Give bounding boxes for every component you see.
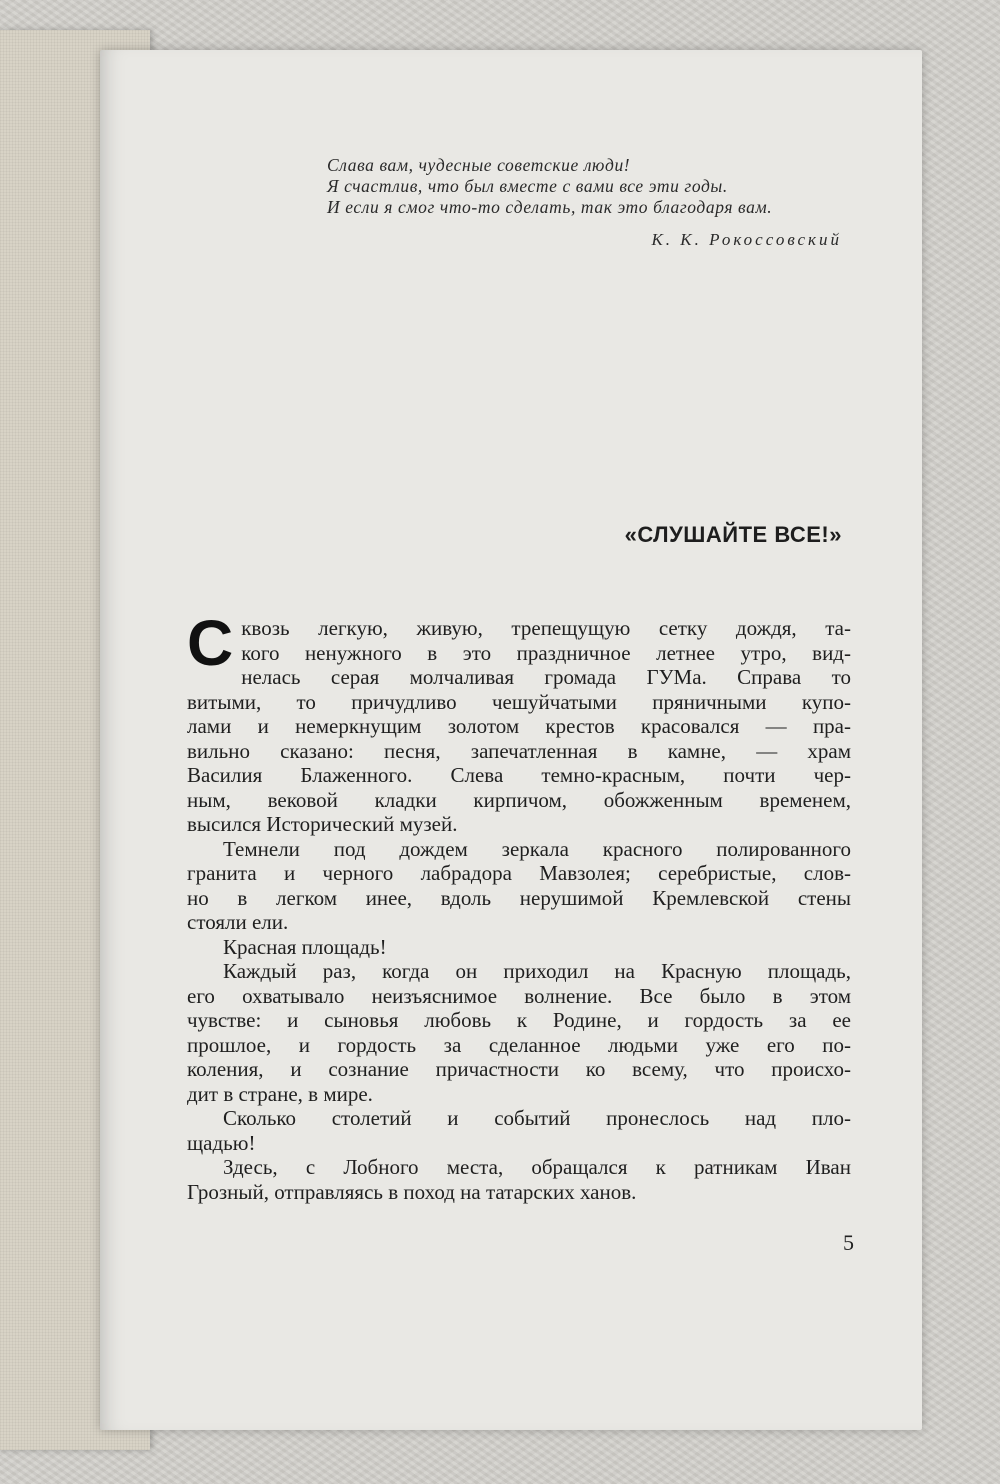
drop-cap: С [187,607,234,679]
page-number: 5 [843,1230,854,1255]
text-line: но в легком инее, вдоль нерушимой Кремлевской стены [187,885,851,910]
text-line: кого ненужного в это праздничное летнее утро, вид- [241,640,851,665]
text-line: коления, и сознание причастности ко всему, что происхо- [187,1057,851,1081]
epigraph [327,155,842,250]
text-line: Красная площадь! [223,934,387,959]
text-line: его охватывало неизъяснимое волнение. Все было в этом [187,983,851,1008]
epigraph-line: Слава вам, чудесные советские люди! [327,155,631,175]
paragraph [187,837,851,935]
text-line: высился Исторический музей. [187,812,458,836]
text-line: чувстве: и сыновья любовь к Родине, и гордость за ее [187,1008,851,1032]
paragraph [187,959,851,1106]
text-line: вильно сказано: песня, запечатленная в камне, — храм [187,738,851,763]
epigraph-line: Я счастлив, что был вместе с вами все эти годы. [327,176,728,196]
chapter-title: «СЛУШАЙТЕ ВСЕ!» [624,522,842,547]
paragraph [187,935,851,960]
text-line: Темнели под дождем зеркала красного полированного [223,836,851,861]
paragraph [187,607,851,837]
text-line: нелась серая молчаливая громада ГУМа. Справа то [241,665,851,689]
text-line: Грозный, отправляясь в поход на татарских ханов. [187,1179,637,1204]
text-line: гранита и черного лабрадора Мавзолея; серебристые, слов- [187,861,851,885]
text-line: Здесь, с Лобного места, обращался к ратникам Иван [223,1155,851,1179]
epigraph-author: К. К. Рокоссовский [651,230,842,249]
paragraph [187,1106,851,1155]
paragraph [187,1155,851,1204]
text-line: витыми, то причудливо чешуйчатыми пряничными купо- [187,689,851,714]
text-line: щадью! [187,1130,256,1155]
text-line: ным, вековой кладки кирпичом, обожженным временем, [187,787,851,812]
text-line: Каждый раз, когда он приходил на Красную площадь, [223,959,851,983]
text-line: дит в стране, в мире. [187,1081,373,1106]
text-line: лами и немеркнущим золотом крестов красовался — пра- [187,714,851,738]
text-line: стояли ели. [187,910,289,934]
text-line: прошлое, и гордость за сделанное людьми уже его по- [187,1032,851,1057]
body-text [187,607,851,1204]
text-line: Василия Блаженного. Слева темно-красным, почти чер- [187,763,851,787]
text-line: Сколько столетий и событий пронеслось над пло- [223,1106,851,1130]
epigraph-line: И если я смог что-то сделать, так это благодаря вам. [327,197,773,217]
text-line: квозь легкую, живую, трепещущую сетку дождя, та- [241,616,851,640]
